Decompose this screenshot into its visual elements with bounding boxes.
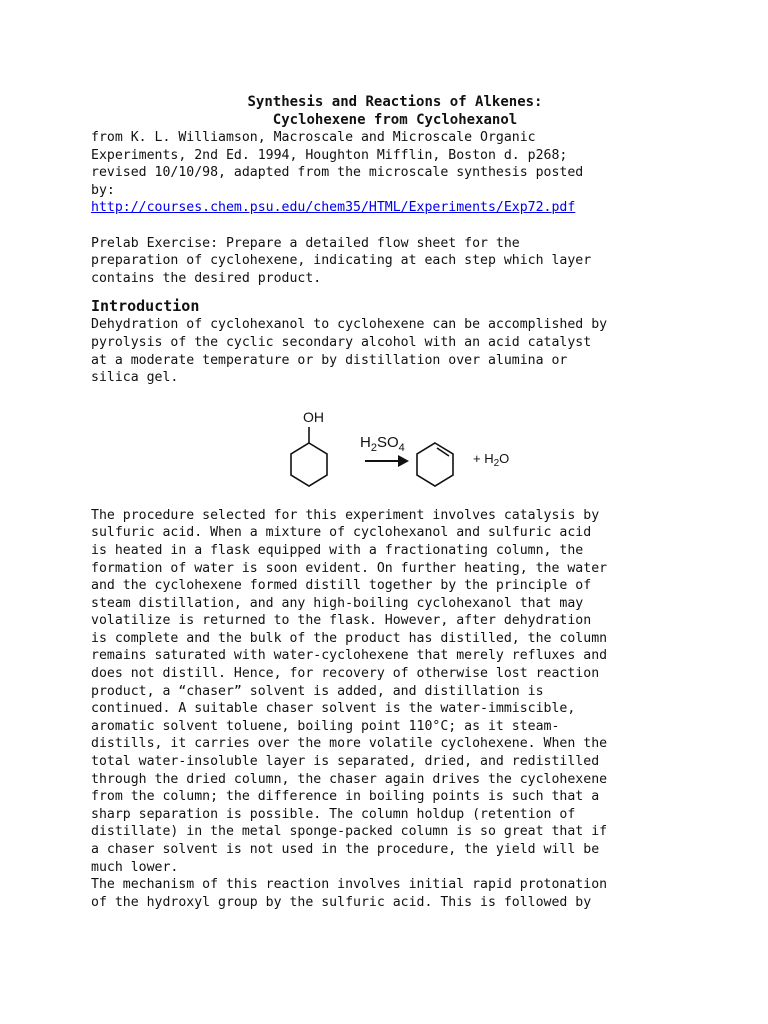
prelab-line: preparation of cyclohexene, indicating at each step which layer	[91, 253, 592, 269]
intro-line: silica gel.	[91, 370, 179, 386]
cyclohexanol-ring	[291, 443, 327, 486]
procedure-line: is heated in a flask equipped with a fractionating column, the	[91, 542, 584, 558]
procedure-line: aromatic solvent toluene, boiling point 110°C; as it steam-	[91, 718, 560, 734]
procedure-line: much lower.	[91, 859, 179, 875]
source-line: from K. L. Williamson, Macroscale and Microscale Organic	[91, 130, 536, 145]
procedure-line: continued. A suitable chaser solvent is the water-immiscible,	[91, 701, 576, 717]
title-line-2: Cyclohexene from Cyclohexanol	[272, 111, 518, 128]
intro-line: Dehydration of cyclohexanol to cyclohexene can be accomplished by	[91, 317, 608, 333]
procedure-line: total water-insoluble layer is separated, dried, and redistilled	[91, 754, 600, 770]
procedure-line: product, a “chaser” solvent is added, and distillation is	[91, 683, 544, 699]
source-line: by:	[91, 182, 115, 198]
prelab-line: Prelab Exercise: Prepare a detailed flow sheet for the	[91, 235, 520, 251]
procedure-line: The procedure selected for this experiment involves catalysis by	[91, 507, 600, 523]
procedure-line: and the cyclohexene formed distill together by the principle of	[91, 578, 592, 594]
procedure-line: sulfuric acid. When a mixture of cyclohexanol and sulfuric acid	[91, 525, 592, 541]
source-link[interactable]: http://courses.chem.psu.edu/chem35/HTML/Experiments/Exp72.pdf	[91, 200, 576, 216]
procedure-line: The mechanism of this reaction involves initial rapid protonation	[91, 877, 608, 893]
procedure-line: remains saturated with water-cyclohexene that merely refluxes and	[91, 648, 608, 664]
arrow-head	[398, 455, 409, 467]
reagent-label: $H_2SO_4$	[360, 433, 405, 454]
cyclohexene-ring	[417, 443, 453, 486]
double-bond	[437, 448, 449, 456]
prelab-exercise	[91, 235, 691, 288]
source-line: Experiments, 2nd Ed. 1994, Houghton Mifflin, Boston d. p268;	[91, 147, 568, 163]
source-citation	[91, 129, 691, 217]
procedure-line: through the dried column, the chaser again drives the cyclohexene	[91, 771, 608, 787]
intro-line: pyrolysis of the cyclic secondary alcohol with an acid catalyst	[91, 334, 592, 350]
source-line: revised 10/10/98, adapted from the microscale synthesis posted	[91, 165, 584, 181]
procedure-line: a chaser solvent is not used in the procedure, the yield will be	[91, 842, 600, 857]
procedure-line: formation of water is soon evident. On further heating, the water	[91, 560, 608, 576]
spacer	[91, 217, 691, 235]
procedure-line: does not distill. Hence, for recovery of otherwise lost reaction	[91, 666, 600, 682]
procedure-line: volatilize is returned to the flask. However, after dehydration	[91, 613, 592, 629]
procedure-line: distillate) in the metal sponge-packed column is so great that if	[91, 824, 608, 840]
procedure-line: steam distillation, and any high-boiling cyclohexanol that may	[91, 595, 584, 611]
introduction-heading: Introduction	[91, 297, 200, 316]
prelab-line: contains the desired product.	[91, 270, 322, 286]
reaction-diagram	[281, 405, 541, 490]
water-label: + $H_2O$	[473, 450, 510, 469]
procedure-line: sharp separation is possible. The column holdup (retention of	[91, 806, 576, 822]
intro-line: at a moderate temperature or by distillation over alumina or	[91, 352, 568, 368]
procedure-line: distills, it carries over the more volatile cyclohexene. When the	[91, 736, 608, 752]
hydroxyl-label: OH	[303, 408, 324, 425]
procedure-paragraph	[91, 507, 691, 912]
introduction-paragraph	[91, 316, 691, 386]
document-body	[91, 94, 691, 911]
title-line-1: Synthesis and Reactions of Alkenes:	[247, 94, 543, 110]
document-title	[91, 94, 691, 129]
procedure-line: from the column; the difference in boiling points is such that a	[91, 789, 600, 805]
procedure-line: is complete and the bulk of the product has distilled, the column	[91, 630, 608, 646]
procedure-line: of the hydroxyl group by the sulfuric acid. This is followed by	[91, 894, 592, 910]
reaction-scheme	[91, 387, 691, 507]
